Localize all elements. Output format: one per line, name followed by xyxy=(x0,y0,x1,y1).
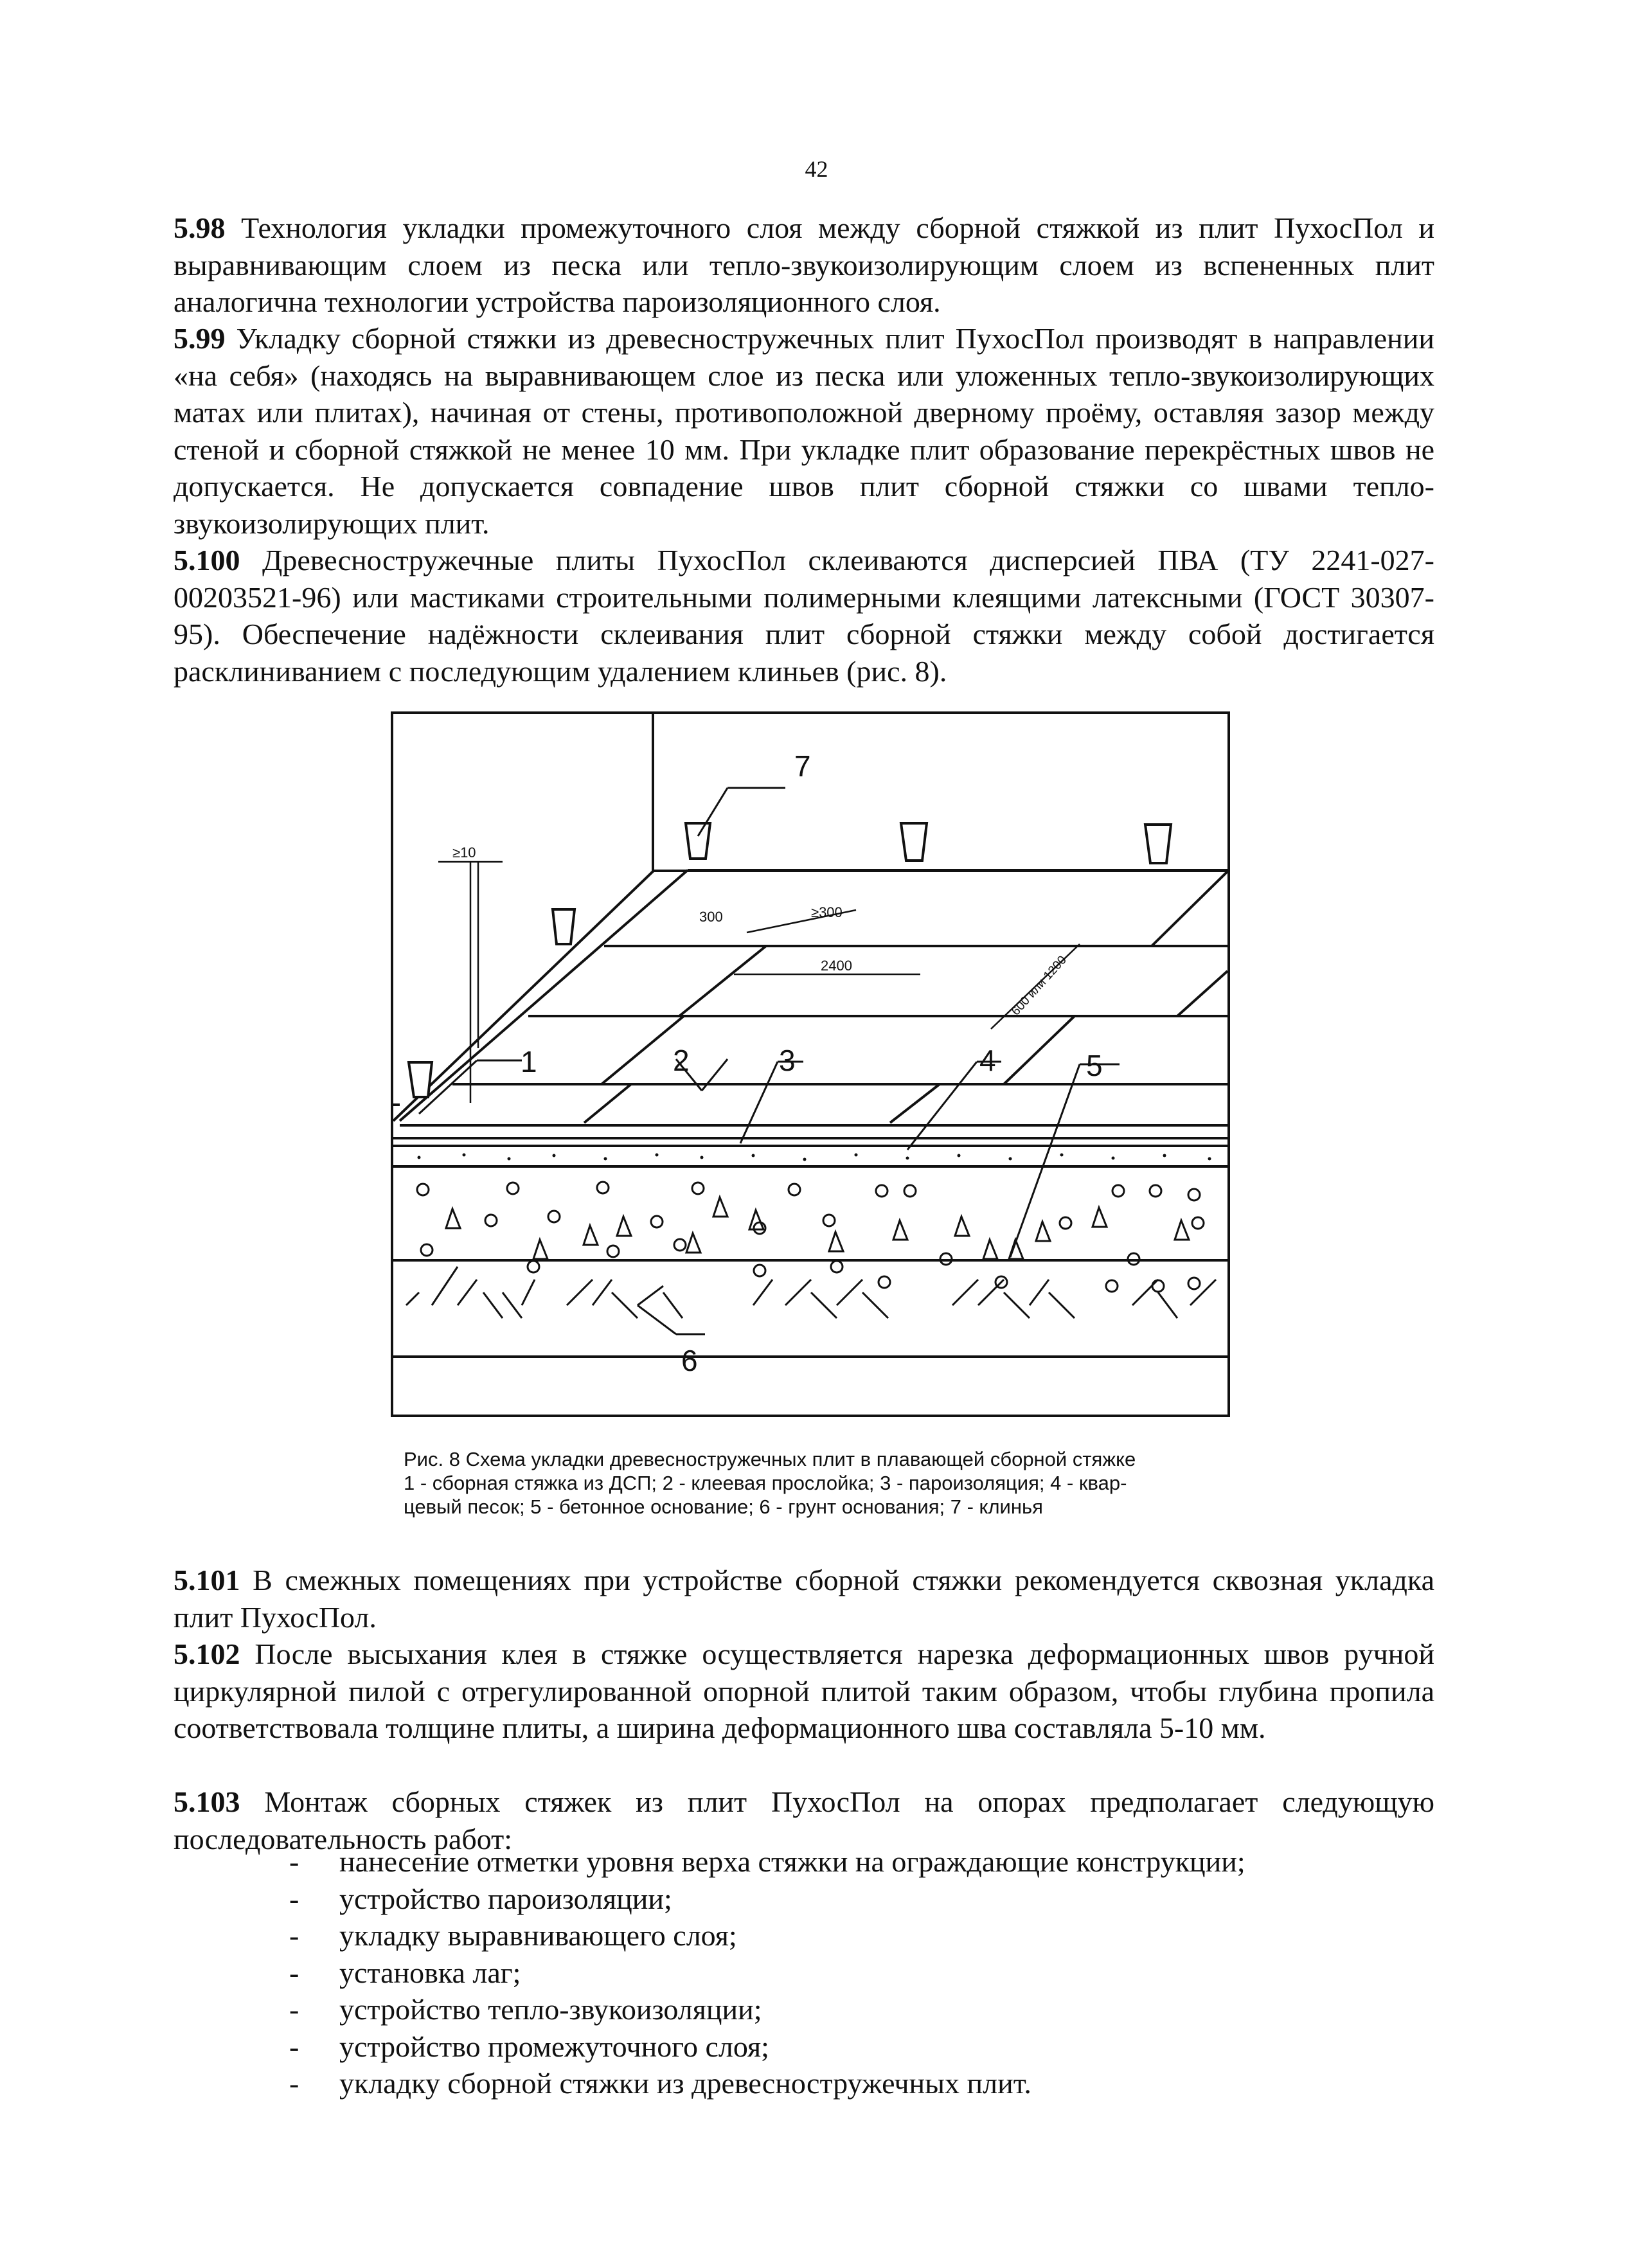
list-item: - устройство тепло-звукоизоляции; xyxy=(289,1991,1245,2028)
dim-300b-label: ≥300 xyxy=(811,904,843,920)
paragraph-number: 5.99 xyxy=(174,322,226,355)
floor-screed-diagram xyxy=(391,711,1230,1417)
paragraph-text: В смежных помещениях при устройстве сборной стяжки рекомендуется сквозная укладка плит ПухосПол. xyxy=(174,1564,1434,1634)
list-item: - устройство промежуточного слоя; xyxy=(289,2028,1245,2066)
list-item: - нанесение отметки уровня верха стяжки на ограждающие конструкции; xyxy=(289,1843,1245,1880)
paragraph-5-100 xyxy=(174,542,1434,690)
label-4: 4 xyxy=(979,1044,996,1077)
label-7: 7 xyxy=(794,749,811,783)
caption-line: цевый песок; 5 - бетонное основание; 6 - грунт основания; 7 - клинья xyxy=(404,1496,1043,1518)
label-3: 3 xyxy=(779,1044,796,1077)
paragraph-text: После высыхания клея в стяжке осуществляется нарезка деформационных швов ручной циркулярной пилой с отрегулированной опорной плитой таким образом, чтобы глубина пропила соответствовала толщине плиты, а ширина деформационного шва составляла 5-10 мм. xyxy=(174,1638,1434,1744)
dim-2400-label: 2400 xyxy=(821,958,852,974)
paragraph-number: 5.103 xyxy=(174,1785,240,1818)
label-6: 6 xyxy=(681,1344,698,1377)
figure-caption xyxy=(404,1447,1266,1519)
work-sequence-list xyxy=(289,1843,1245,2102)
caption-line: 1 - сборная стяжка из ДСП; 2 - клеевая прослойка; 3 - пароизоляция; 4 - квар- xyxy=(404,1472,1127,1494)
paragraph-text: Технология укладки промежуточного слоя между сборной стяжкой из плит ПухосПол и выравнивающим слоем из песка или тепло-звукоизолирующим слоем из вспененных плит аналогична технологии устройства пароизоляционного слоя. xyxy=(174,211,1434,318)
caption-line: Рис. 8 Схема укладки древесностружечных плит в плавающей сборной стяжке xyxy=(404,1448,1136,1470)
label-1: 1 xyxy=(521,1045,537,1078)
paragraph-number: 5.100 xyxy=(174,544,240,576)
paragraph-5-98 xyxy=(174,210,1434,321)
sand-pattern xyxy=(418,1154,1211,1161)
paragraph-text: Древесностружечные плиты ПухосПол склеиваются дисперсией ПВА (ТУ 2241-027-00203521-96) или мастиками строительными полимерными клеящими латексными (ГОСТ 30307-95). Обеспечение надёжности склеивания плит сборной стяжки между собой достигается расклиниванием с последующим удалением клиньев (рис. 8). xyxy=(174,544,1434,688)
list-item: - устройство пароизоляции; xyxy=(289,1880,1245,1918)
paragraph-number: 5.101 xyxy=(174,1564,240,1596)
paragraph-5-99 xyxy=(174,320,1434,542)
paragraph-5-102 xyxy=(174,1636,1434,1747)
layer-stack xyxy=(393,1105,1227,1357)
diagram-svg xyxy=(393,714,1227,1415)
dim-600-label: 600 или 1200 xyxy=(1009,953,1069,1019)
concrete-aggregate xyxy=(417,1182,1204,1292)
paragraph-text: Монтаж сборных стяжек из плит ПухосПол на опорах предполагает следующую последовательность работ: xyxy=(174,1785,1434,1855)
dim-gap-label: ≥10 xyxy=(452,844,476,861)
list-item: - укладку выравнивающего слоя; xyxy=(289,1917,1245,1954)
label-5: 5 xyxy=(1086,1049,1103,1082)
paragraph-5-101 xyxy=(174,1562,1434,1636)
label-2: 2 xyxy=(673,1044,690,1077)
paragraph-text: Укладку сборной стяжки из древесностружечных плит ПухосПол производят в направлении «на себя» (находясь на выравнивающем слое из песка или уложенных тепло-звукоизолирующих матах или плитах), начиная от стены, противоположной дверному проёму, оставляя зазор между стеной и сборной стяжкой не менее 10 мм. При укладке плит образование перекрёстных швов не допускается. Не допускается совпадение швов плит сборной стяжки со швами тепло-звукоизолирующих плит. xyxy=(174,322,1434,540)
page-number: 42 xyxy=(805,156,828,182)
paragraph-number: 5.102 xyxy=(174,1638,240,1670)
soil-hatch xyxy=(406,1267,1216,1318)
paragraph-number: 5.98 xyxy=(174,211,226,244)
dim-300-label: 300 xyxy=(699,909,723,925)
list-item: - установка лаг; xyxy=(289,1954,1245,1992)
list-item: - укладку сборной стяжки из древесностружечных плит. xyxy=(289,2065,1245,2102)
